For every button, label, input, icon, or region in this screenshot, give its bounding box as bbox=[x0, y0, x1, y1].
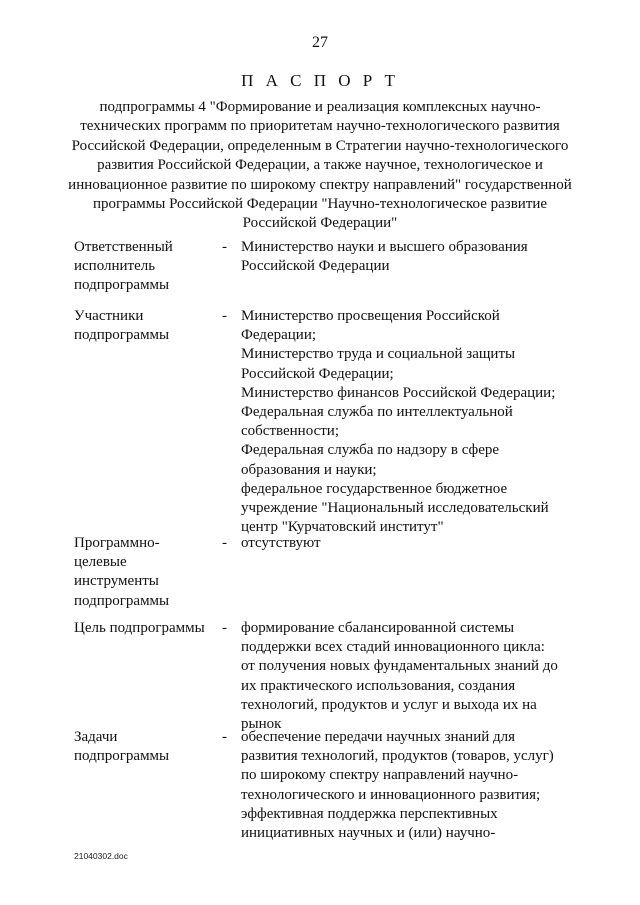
document-title: П А С П О Р Т bbox=[241, 71, 399, 90]
row-dash: - bbox=[222, 535, 227, 551]
row-label: Задачи подпрограммы bbox=[74, 729, 170, 765]
row-value: формирование сбалансированной системы поддержки всех стадий инновационного цикла: от получения новых фундаментальных знаний до их практического использования, создания технологий, продуктов и услуг и выхода их на рынок bbox=[241, 620, 558, 733]
page-number: 27 bbox=[312, 34, 328, 51]
footer-filename: 21040302.doc bbox=[74, 851, 128, 861]
row-dash: - bbox=[222, 239, 227, 255]
row-dash: - bbox=[222, 308, 227, 324]
row-value: Министерство просвещения Российской Федерации; Министерство труда и социальной защиты Российской Федерации; Министерство финансов Российской Федерации; Федеральная служба по интеллектуальной собственности; Федеральная служба по надзору в сфере образования и науки; федеральное государственное бюджетное учреждение "Национальный исследовательский центр "Курчатовский институт" bbox=[241, 308, 556, 536]
row-value: отсутствуют bbox=[241, 535, 321, 551]
document-subtitle: подпрограммы 4 "Формирование и реализация комплексных научно-технических программ по приоритетам научно-технологического развития Российской Федерации, определенным в Стратегии научно-технологического развития Российской Федерации, а также научное, технологическое и инновационное развитие по широкому спектру направлений" государственной программы Российской Федерации "Научно-технологическое развитие Российской Федерации" bbox=[68, 99, 572, 232]
row-label: Программно- целевые инструменты подпрограммы bbox=[74, 535, 170, 609]
row-label: Ответственный исполнитель подпрограммы bbox=[74, 239, 173, 294]
row-label: Цель подпрограммы bbox=[74, 620, 205, 636]
row-dash: - bbox=[222, 620, 227, 636]
row-label: Участники подпрограммы bbox=[74, 308, 170, 344]
row-value: Министерство науки и высшего образования Российской Федерации bbox=[241, 239, 528, 275]
row-value: обеспечение передачи научных знаний для развития технологий, продуктов (товаров, услуг) по широкому спектру направлений научно- технологического и инновационного развития; эффективная поддержка перспективных инициативных научных и (или) научно- bbox=[241, 729, 554, 842]
row-dash: - bbox=[222, 729, 227, 745]
